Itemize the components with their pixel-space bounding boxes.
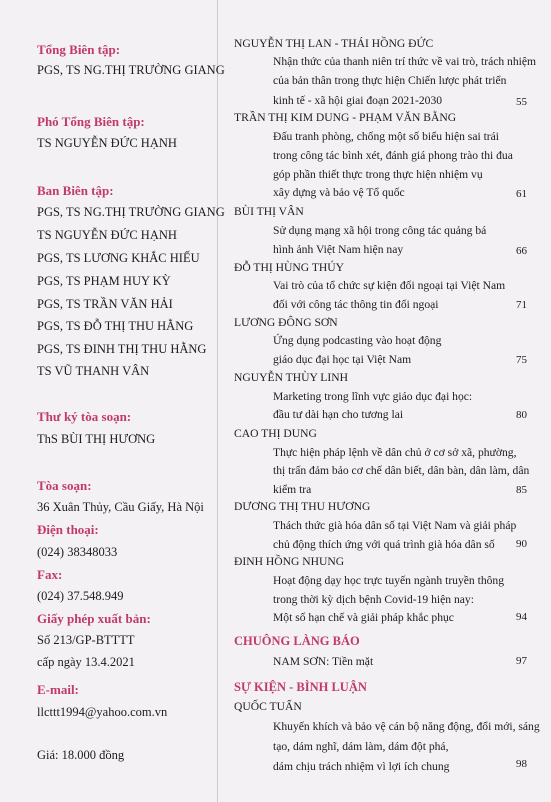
article-title-line: Vai trò của tổ chức sự kiện đối ngoại tại Việt Nam — [273, 279, 506, 292]
article-title-line: Hoạt động dạy học trực tuyến ngành truyền thông — [273, 574, 505, 587]
article-author: QUỐC TUẤN — [234, 700, 302, 713]
license-date: cấp ngày 13.4.2021 — [37, 655, 135, 669]
section-heading: SỰ KIỆN - BÌNH LUẬN — [234, 680, 367, 694]
page-number: 90 — [516, 538, 527, 550]
board-member: PGS, TS LƯƠNG KHẮC HIẾU — [37, 251, 200, 265]
deputy-editor-label: Phó Tổng Biên tập: — [37, 114, 145, 129]
article-title-line: chủ động thích ứng với quá trình già hóa dân số — [273, 538, 495, 551]
article-title-line: kinh tế - xã hội giai đoạn 2021-2030 — [273, 94, 443, 107]
article-author: CAO THỊ DUNG — [234, 427, 317, 440]
article-title-line: Marketing trong lĩnh vực giáo dục đại học: — [273, 390, 473, 403]
article-author: ĐINH HỒNG NHUNG — [234, 555, 345, 568]
board-member: PGS, TS TRẦN VĂN HẢI — [37, 297, 173, 311]
article-title-line: Thực hiện pháp lệnh về dân chủ ở cơ sở xã, phường, — [273, 446, 517, 459]
page-number: 98 — [516, 758, 527, 770]
article-title-line: đối với công tác thông tin đối ngoại — [273, 298, 439, 311]
email-label: E-mail: — [37, 682, 79, 697]
article-author: NGUYỄN THỊ LAN - THÁI HỒNG ĐỨC — [234, 37, 434, 50]
fax-number: (024) 37.548.949 — [37, 589, 124, 603]
article-author: BÙI THỊ VÂN — [234, 205, 304, 218]
article-title-line: Sử dụng mạng xã hội trong công tác quảng bá — [273, 224, 487, 237]
article-title-line: giáo dục đại học tại Việt Nam — [273, 353, 412, 366]
editor-in-chief-name: PGS, TS NG.THỊ TRƯỜNG GIANG — [37, 63, 225, 77]
table-of-contents — [218, 0, 551, 802]
article-author: TRẦN THỊ KIM DUNG - PHẠM VĂN BẰNG — [234, 111, 457, 124]
board-member: TS VŨ THANH VÂN — [37, 364, 150, 378]
article-title-line: Ứng dụng podcasting vào hoạt động — [273, 334, 442, 347]
price: Giá: 18.000 đồng — [37, 748, 125, 762]
phone-label: Điện thoại: — [37, 522, 99, 537]
page-number: 71 — [516, 299, 527, 311]
phone-number: (024) 38348033 — [37, 545, 118, 559]
editor-in-chief-label: Tổng Biên tập: — [37, 42, 121, 57]
editorial-board-label: Ban Biên tập: — [37, 183, 114, 198]
board-member: PGS, TS ĐINH THỊ THU HẰNG — [37, 342, 207, 356]
article-title-line: kiểm tra — [273, 483, 312, 496]
article-author: DƯƠNG THỊ THU HƯƠNG — [234, 500, 371, 513]
page-number: 80 — [516, 409, 527, 421]
article-author: NGUYỄN THÙY LINH — [234, 371, 348, 384]
license-number: Số 213/GP-BTTTT — [37, 633, 135, 647]
section-heading: CHUÔNG LÀNG BÁO — [234, 634, 360, 648]
license-label: Giấy phép xuất bản: — [37, 611, 151, 626]
page-number: 75 — [516, 354, 527, 366]
article-author: ĐỖ THỊ HÙNG THÚY — [234, 261, 345, 274]
article-title-line: góp phần thiết thực trong thực hiện nhiệm vụ — [273, 168, 483, 181]
board-member: PGS, TS PHẠM HUY KỲ — [37, 274, 171, 288]
page-number: 94 — [516, 611, 527, 623]
article-title-line: đầu tư dài hạn cho tương lai — [273, 408, 404, 421]
article-title-line: thị trấn đảm bảo cơ chế dân biết, dân bàn, dân làm, dân — [273, 464, 530, 477]
article-title-line: Nhận thức của thanh niên trí thức về vai trò, trách nhiệm — [273, 55, 537, 68]
article-title-line: Thách thức già hóa dân số tại Việt Nam và giải pháp — [273, 519, 517, 532]
page-number: 85 — [516, 484, 527, 496]
masthead-column — [0, 0, 225, 802]
secretary-label: Thư ký tòa soạn: — [37, 409, 132, 424]
office-address: 36 Xuân Thủy, Cầu Giấy, Hà Nội — [37, 500, 204, 514]
email-address[interactable]: llcttt1994@yahoo.com.vn — [37, 705, 168, 719]
board-member: TS NGUYỄN ĐỨC HẠNH — [37, 228, 177, 242]
board-member: PGS, TS ĐỖ THỊ THU HẰNG — [37, 319, 194, 333]
article-title-line: tạo, dám nghĩ, dám làm, dám đột phá, — [273, 740, 449, 753]
office-label: Tòa soạn: — [37, 478, 92, 493]
article-title-line: Một số hạn chế và giải pháp khắc phục — [273, 611, 454, 624]
article-title-line: của bản thân trong thực hiện Chiến lược phát triển — [273, 74, 507, 87]
article-title-line: trong công tác bình xét, đánh giá phong trào thi đua — [273, 149, 513, 162]
article-title-line: hình ảnh Việt Nam hiện nay — [273, 243, 404, 256]
board-member: PGS, TS NG.THỊ TRƯỜNG GIANG — [37, 205, 225, 219]
secretary-name: ThS BÙI THỊ HƯƠNG — [37, 432, 156, 446]
fax-label: Fax: — [37, 567, 63, 582]
article-title-line: dám chịu trách nhiệm vì lợi ích chung — [273, 760, 450, 773]
page-number: 55 — [516, 96, 527, 108]
page-number: 66 — [516, 245, 527, 257]
article-title-line: Đấu tranh phòng, chống một số biểu hiện sai trái — [273, 130, 500, 143]
page-number: 97 — [516, 655, 527, 667]
deputy-editor-name: TS NGUYỄN ĐỨC HẠNH — [37, 136, 177, 150]
article-title-line: xây dựng và bảo vệ Tổ quốc — [273, 186, 405, 199]
article-title-line: NAM SƠN: Tiền mặt — [273, 655, 374, 668]
page-number: 61 — [516, 188, 527, 200]
article-title-line: trong thời kỳ dịch bệnh Covid-19 hiện nay: — [273, 593, 474, 606]
article-title-line: Khuyến khích và bảo vệ cán bộ năng động, đổi mới, sáng — [273, 720, 540, 733]
article-author: LƯƠNG ĐÔNG SƠN — [234, 316, 338, 329]
